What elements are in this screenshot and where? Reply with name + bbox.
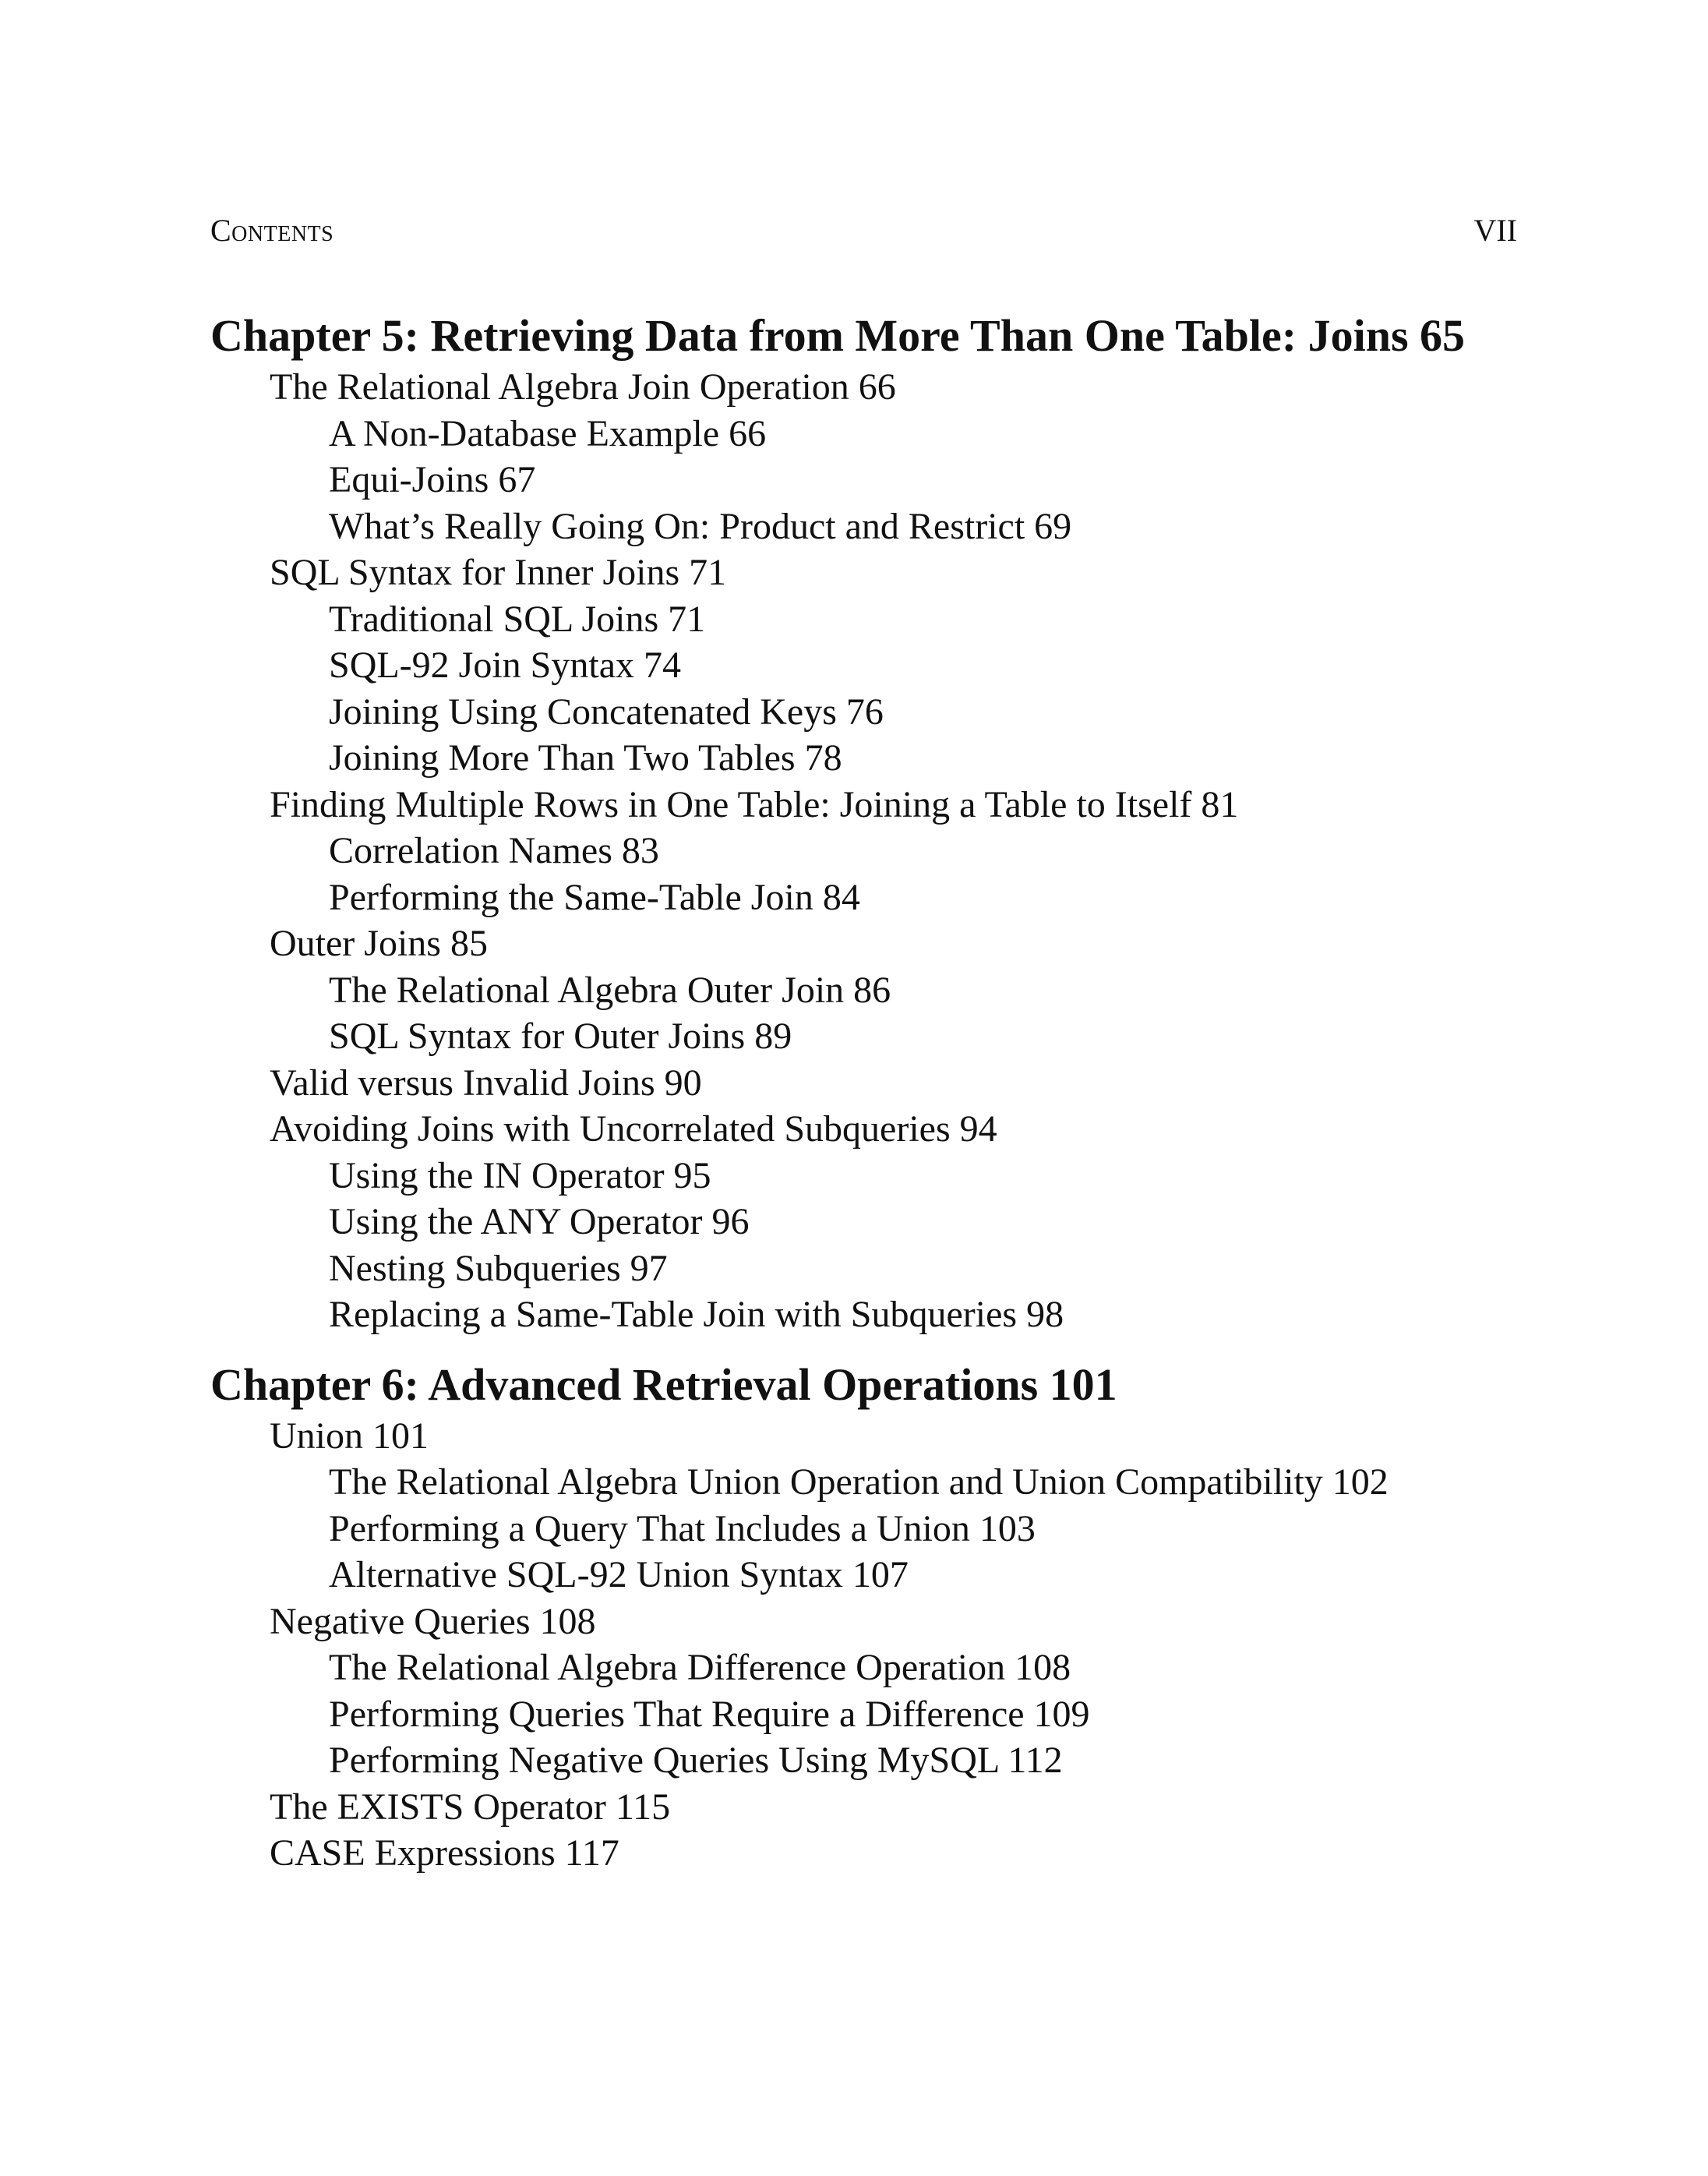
toc-entry: Nesting Subqueries 97: [329, 1247, 668, 1289]
toc-entry: The Relational Algebra Union Operation and Union Compatibility 102: [329, 1461, 1389, 1503]
toc-entry: Finding Multiple Rows in One Table: Joining a Table to Itself 81: [270, 783, 1239, 825]
toc-entry: SQL Syntax for Outer Joins 89: [329, 1016, 792, 1057]
toc-entry: Traditional SQL Joins 71: [329, 598, 706, 640]
toc-entry: Alternative SQL-92 Union Syntax 107: [329, 1554, 909, 1595]
toc-entry: Valid versus Invalid Joins 90: [270, 1062, 702, 1104]
toc-entry: Using the IN Operator 95: [329, 1154, 711, 1196]
toc-entry: A Non-Database Example 66: [329, 412, 767, 454]
toc-entry: What’s Really Going On: Product and Restrict 69: [329, 505, 1072, 547]
toc-entry: Joining Using Concatenated Keys 76: [329, 691, 884, 733]
toc-entry: The Relational Algebra Join Operation 66: [270, 366, 896, 408]
toc-entry: The EXISTS Operator 115: [270, 1786, 671, 1828]
toc-entry: Performing Queries That Require a Difference 109: [329, 1693, 1090, 1735]
toc-entry: The Relational Algebra Difference Operation 108: [329, 1647, 1071, 1688]
toc-entry: SQL Syntax for Inner Joins 71: [270, 552, 727, 593]
toc-entry: Using the ANY Operator 96: [329, 1201, 750, 1242]
toc-entry: Outer Joins 85: [270, 923, 488, 964]
toc-entry: Negative Queries 108: [270, 1600, 596, 1642]
table-of-contents: [210, 308, 1535, 1877]
chapter-6-heading: Chapter 6: Advanced Retrieval Operations 101: [210, 1358, 1117, 1410]
toc-entry: SQL-92 Join Syntax 74: [329, 645, 682, 686]
toc-entry: Equi-Joins 67: [329, 459, 536, 500]
page-number: VII: [1473, 213, 1517, 248]
toc-entry: Union 101: [270, 1415, 429, 1457]
toc-entry: Performing the Same-Table Join 84: [329, 876, 860, 918]
toc-entry: Performing a Query That Includes a Union 103: [329, 1507, 1036, 1549]
toc-entry: The Relational Algebra Outer Join 86: [329, 969, 891, 1011]
running-head: Contents: [210, 213, 334, 248]
toc-entry: CASE Expressions 117: [270, 1832, 619, 1874]
toc-entry: Correlation Names 83: [329, 830, 659, 871]
chapter-5-heading: Chapter 5: Retrieving Data from More Than One Table: Joins 65: [210, 310, 1466, 361]
toc-entry: Replacing a Same-Table Join with Subqueries 98: [329, 1294, 1064, 1335]
toc-entry: Avoiding Joins with Uncorrelated Subqueries 94: [270, 1108, 997, 1150]
toc-entry: Performing Negative Queries Using MySQL 112: [329, 1740, 1063, 1781]
toc-entry: Joining More Than Two Tables 78: [329, 737, 842, 779]
